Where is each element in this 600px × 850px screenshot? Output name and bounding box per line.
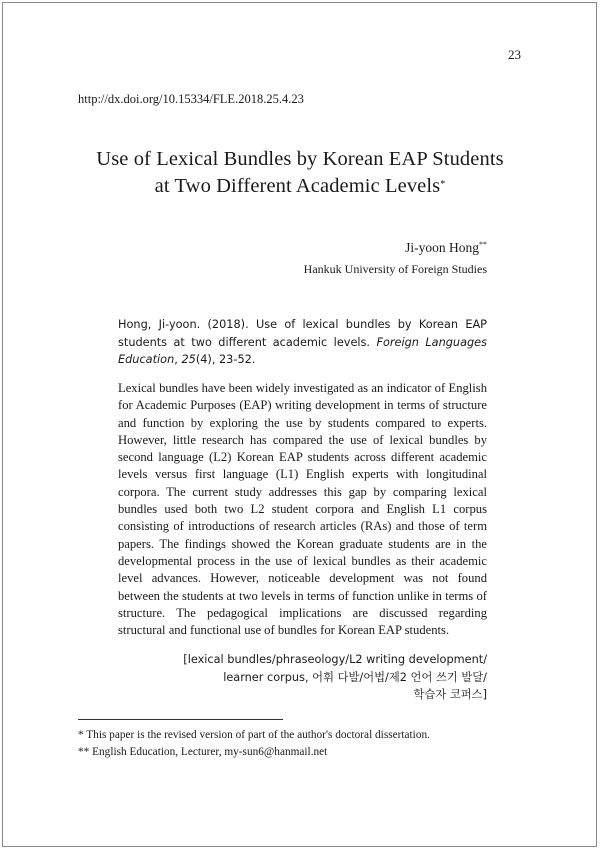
abstract: Lexical bundles have been widely investigated as an indicator of English for Academic Purposes (EAP) writing development in terms of structure and function by exploring the use by students compared to experts. However, little research has compared the use of lexical bundles by second language (L2) Korean EAP students across different academic levels versus first language (L1) English experts with longitudinal corpora. The current study addresses this gap by comparing lexical bundles used both two L2 student corpora and English L1 corpus consisting of introductions of research articles (RAs) and those of term papers. The findings showed the Korean graduate students are in the developmental process in the use of lexical bundles as their academic level advances. However, noticeable development was not found between the students at two levels in terms of function unlike in terms of structure. The pedagogical implications are discussed regarding structural and functional use of bundles for Korean EAP students.	[118, 381, 487, 638]
title-line-2: at Two Different Academic Levels*	[154, 175, 446, 197]
doi-link[interactable]: http://dx.doi.org/10.15334/FLE.2018.25.4.23	[78, 92, 304, 106]
keywords	[147, 651, 487, 704]
keywords-line-1: [lexical bundles/phraseology/L2 writing development/	[183, 653, 487, 666]
page-number: 23	[508, 47, 521, 62]
journal-volume: 25	[181, 353, 196, 366]
keywords-line-2: learner corpus, 어휘 다발/어법/제2 언어 쓰기 발달/	[223, 670, 487, 684]
author-name: Ji-yoon Hong**	[405, 240, 487, 255]
footnote-divider	[78, 719, 283, 720]
footnote-1: * This paper is the revised version of part of the author's doctoral dissertation.	[78, 729, 430, 741]
author-affiliation: Hankuk University of Foreign Studies	[303, 262, 487, 276]
citation: Hong, Ji-yoon. (2018). Use of lexical bundles by Korean EAP students at two different academic levels. Foreign Languages Education, 25(4), 23-52.	[118, 318, 487, 366]
title-line-1: Use of Lexical Bundles by Korean EAP Students	[96, 148, 504, 170]
journal-name: Foreign Languages Education	[118, 335, 487, 366]
author-footnote-mark: **	[479, 240, 487, 249]
keywords-line-3: 학습자 코퍼스]	[413, 688, 487, 701]
footnote-2: ** English Education, Lecturer, my-sun6@hanmail.net	[78, 746, 328, 758]
paper-title	[0, 146, 600, 200]
title-footnote-mark: *	[440, 179, 446, 190]
